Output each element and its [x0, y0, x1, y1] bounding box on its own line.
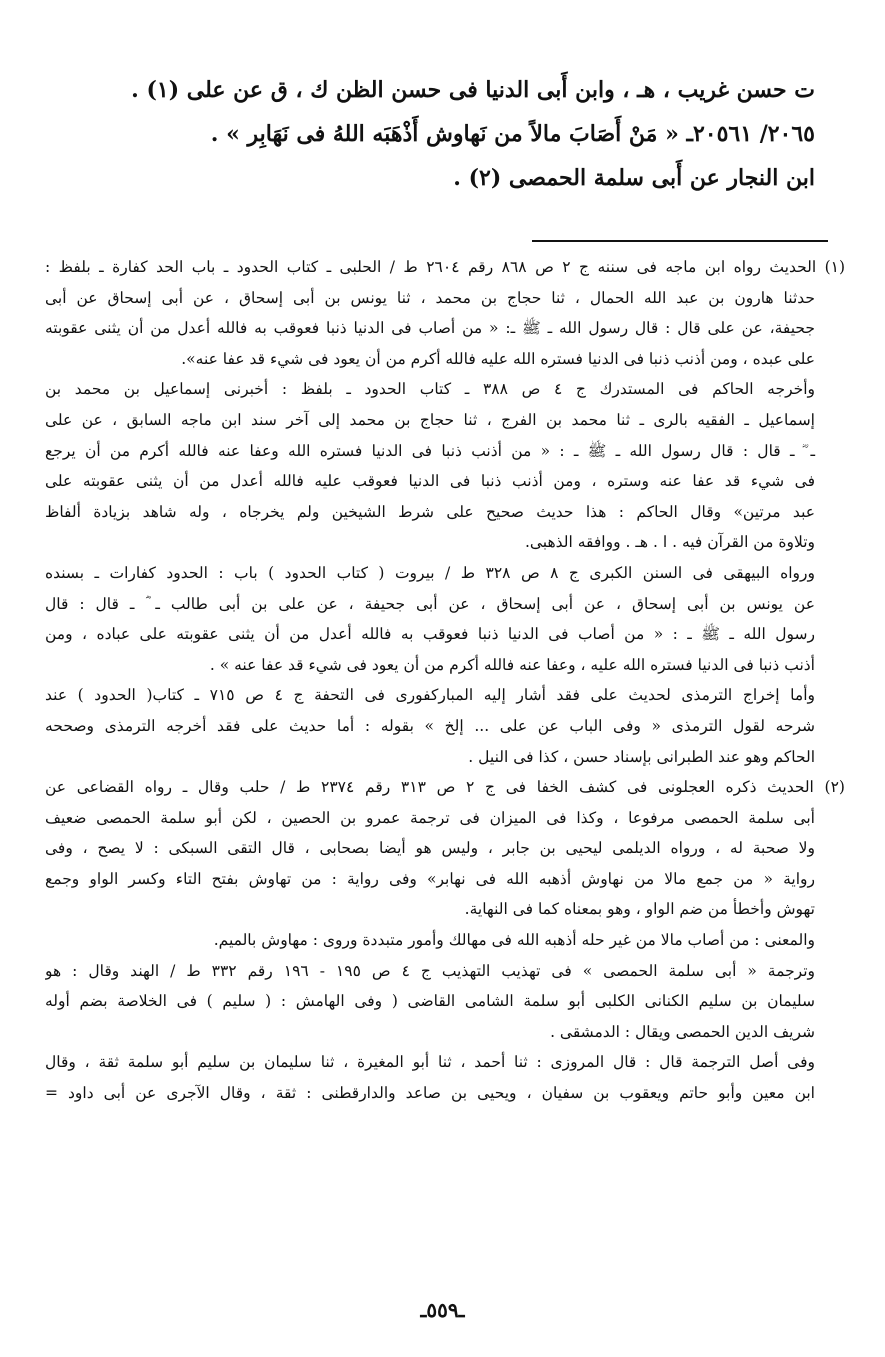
footnote-line: شريف الدين الحمصى ويقال : الدمشقى . — [550, 1022, 815, 1041]
footnote-line: شرحه لقول الترمذى « وفى الباب عن على ... إلخ » بقوله : أما حديث على فقد أخرجه الترمذى وصححه — [45, 716, 815, 735]
footnote-line: الحاكم وهو عند الطبرانى بإسناد حسن ، كذا فى النيل . — [468, 747, 815, 766]
main-text — [115, 68, 815, 200]
footnote-line: على عبده ، ومن أذنب ذنبا فى الدنيا فستره الله عليه فالله أكرم من أن يعود فى شيء قد عفا عنه». — [181, 349, 815, 368]
footnote-line: عن يونس بن أبى إسحاق ، عن أبى إسحاق ، عن أبى جحيفة ، عن على بن أبى طالب ـ ؓ ـ قال : قال — [45, 594, 815, 613]
footnote-line: ـ ؓ ـ قال : قال رسول الله ـ ﷺ ـ : « من أذنب ذنبا فى الدنيا فستره الله وعفا عنه فالله أكرم من أن يرجع — [45, 441, 815, 460]
footnotes-section — [45, 252, 845, 1109]
main-text-line: ٢٠٦٥/ ٢٠٥٦١ـ « مَنْ أَصَابَ مالاً من نَهاوش أَذْهَبَه اللهُ فى نَهَابِر » . — [210, 121, 815, 147]
footnote-line: جحيفة، عن على قال : قال رسول الله ـ ﷺ ـ: « من أصاب فى الدنيا ذنبا فعوقب به فالله أعدل من أن يثنى عقوبته — [45, 319, 815, 338]
footnote-line: أذنب ذنبا فى الدنيا فستره الله عليه ، وعفا عنه فالله أكرم من أن يعود فى شيء قد عفا عنه » . — [209, 655, 815, 674]
footnote-line: ورواه البيهقى فى السنن الكبرى ج ٨ ص ٣٢٨ ط / بيروت ( كتاب الحدود ) باب : الحدود كفارات ـ بسنده — [45, 563, 815, 582]
footnote-paragraph — [45, 558, 845, 680]
footnote-divider — [532, 240, 828, 242]
footnote-line: والمعنى : من أصاب مالا من غير حله أذهبه الله فى مهالك وأمور متبددة وروى : مهاوش بالميم. — [213, 931, 815, 950]
footnote-line: وأما إخراج الترمذى لحديث على فقد أشار إليه المباركفورى فى التحفة ج ٤ ص ٧١٥ ـ كتاب( الحدود ) عند — [45, 686, 816, 705]
main-text-line: ابن النجار عن أَبى سلمة الحمصى (٢) . — [453, 165, 815, 191]
footnote-line: وتلاوة من القرآن فيه . ا . هـ . ووافقه الذهبى. — [524, 533, 815, 552]
footnote-line: (٢) الحديث ذكره العجلونى فى كشف الخفا فى ج ٢ ص ٣١٣ رقم ٢٣٧٤ ط / حلب وقال ـ رواه القضاعى عن — [45, 778, 845, 797]
footnote-line: (١) الحديث رواه ابن ماجه فى سننه ج ٢ ص ٨٦٨ رقم ٢٦٠٤ ط / الحلبى ـ كتاب الحدود ـ باب الحد كفارة ـ بلفظ : — [45, 258, 845, 276]
footnote-paragraph — [45, 1047, 845, 1108]
footnote-paragraph — [45, 925, 845, 956]
footnote-paragraph — [45, 772, 845, 925]
footnote-line: ابن معين وأبو حاتم ويعقوب بن سفيان ، ويحيى بن صاعد والدارقطنى : ثقة ، وقال الآجرى عن أبى داود = — [45, 1084, 815, 1103]
footnote-paragraph — [45, 252, 845, 558]
page-number: ـ٥٥٩ـ — [420, 1298, 465, 1322]
footnote-line: فى شيء قد عفا عنه وستره ، ومن أذنب ذنبا فى الدنيا فعوقب عليه فالله أعدل من أن يثنى عقوبته على — [45, 472, 815, 491]
footnote-line: وفى أصل الترجمة قال : قال المروزى : ثنا أحمد ، ثنا أبو المغيرة ، ثنا سليمان بن سليم أبو سلمة ثقة ، وقال — [45, 1053, 815, 1072]
footnote-line: وأخرجه الحاكم فى المستدرك ج ٤ ص ٣٨٨ ـ كتاب الحدود ـ بلفظ : أخبرنى إسماعيل بن محمد بن — [45, 380, 815, 399]
footnote-line: إسماعيل ـ الفقيه بالرى ـ ثنا محمد بن الفرج ، ثنا حجاج بن محمد إلى آخر سند ابن ماجه السابق ، عن على — [45, 410, 815, 429]
footnote-line: تهوش وأخطأ من ضم الواو ، وهو بمعناه كما فى النهاية. — [464, 900, 815, 919]
footnote-line: وترجمة « أبى سلمة الحمصى » فى تهذيب التهذيب ج ٤ ص ١٩٥ - ١٩٦ رقم ٣٣٢ ط / الهند وقال : هو — [45, 961, 815, 980]
main-text-line: ت حسن غريب ، هـ ، وابن أَبى الدنيا فى حسن الظن ك ، ق عن على (١) . — [131, 77, 815, 103]
footnote-line: رواية « من جمع مالا من نهاوش أذهبه الله فى نهابر» وفى رواية : من تهاوش بفتح التاء وكسر الواو وجمع — [45, 869, 815, 888]
footnote-line: عبد مرتين» وقال الحاكم : هذا حديث صحيح على شرط الشيخين ولم يخرجاه ، وله شاهد بزيادة ألفاظ — [45, 502, 815, 521]
footnote-line: رسول الله ـ ﷺ ـ : « من أصاب فى الدنيا ذنبا فعوقب به فالله أعدل من أن يثنى عقوبته على عباده ، ومن — [45, 625, 815, 644]
footnote-line: ولا صحبة له ، ورواه الديلمى ليحيى بن جابر ، وليس هو أيضا بصحابى ، قال التقى السبكى : لا يصح ، وفى — [45, 839, 815, 858]
footnote-paragraph — [45, 680, 845, 772]
footnote-line: سليمان بن سليم الكنانى الكلبى أبو سلمة الشامى القاضى ( وفى الهامش : ( سليم ) فى الخلاصة بضم أوله — [45, 992, 815, 1011]
footnote-paragraph — [45, 956, 845, 1048]
footnote-line: حدثنا هارون بن عبد الله الحمال ، ثنا حجاج بن محمد ، ثنا يونس بن أبى إسحاق ، عن أبى إسحاق عن أبى — [45, 288, 815, 307]
footnote-line: أبى سلمة الحمصى مرفوعا ، وكذا فى الميزان فى ترجمة عمرو بن الحصين ، لكن أبو سلمة الحمصى ضعيف — [45, 808, 815, 827]
